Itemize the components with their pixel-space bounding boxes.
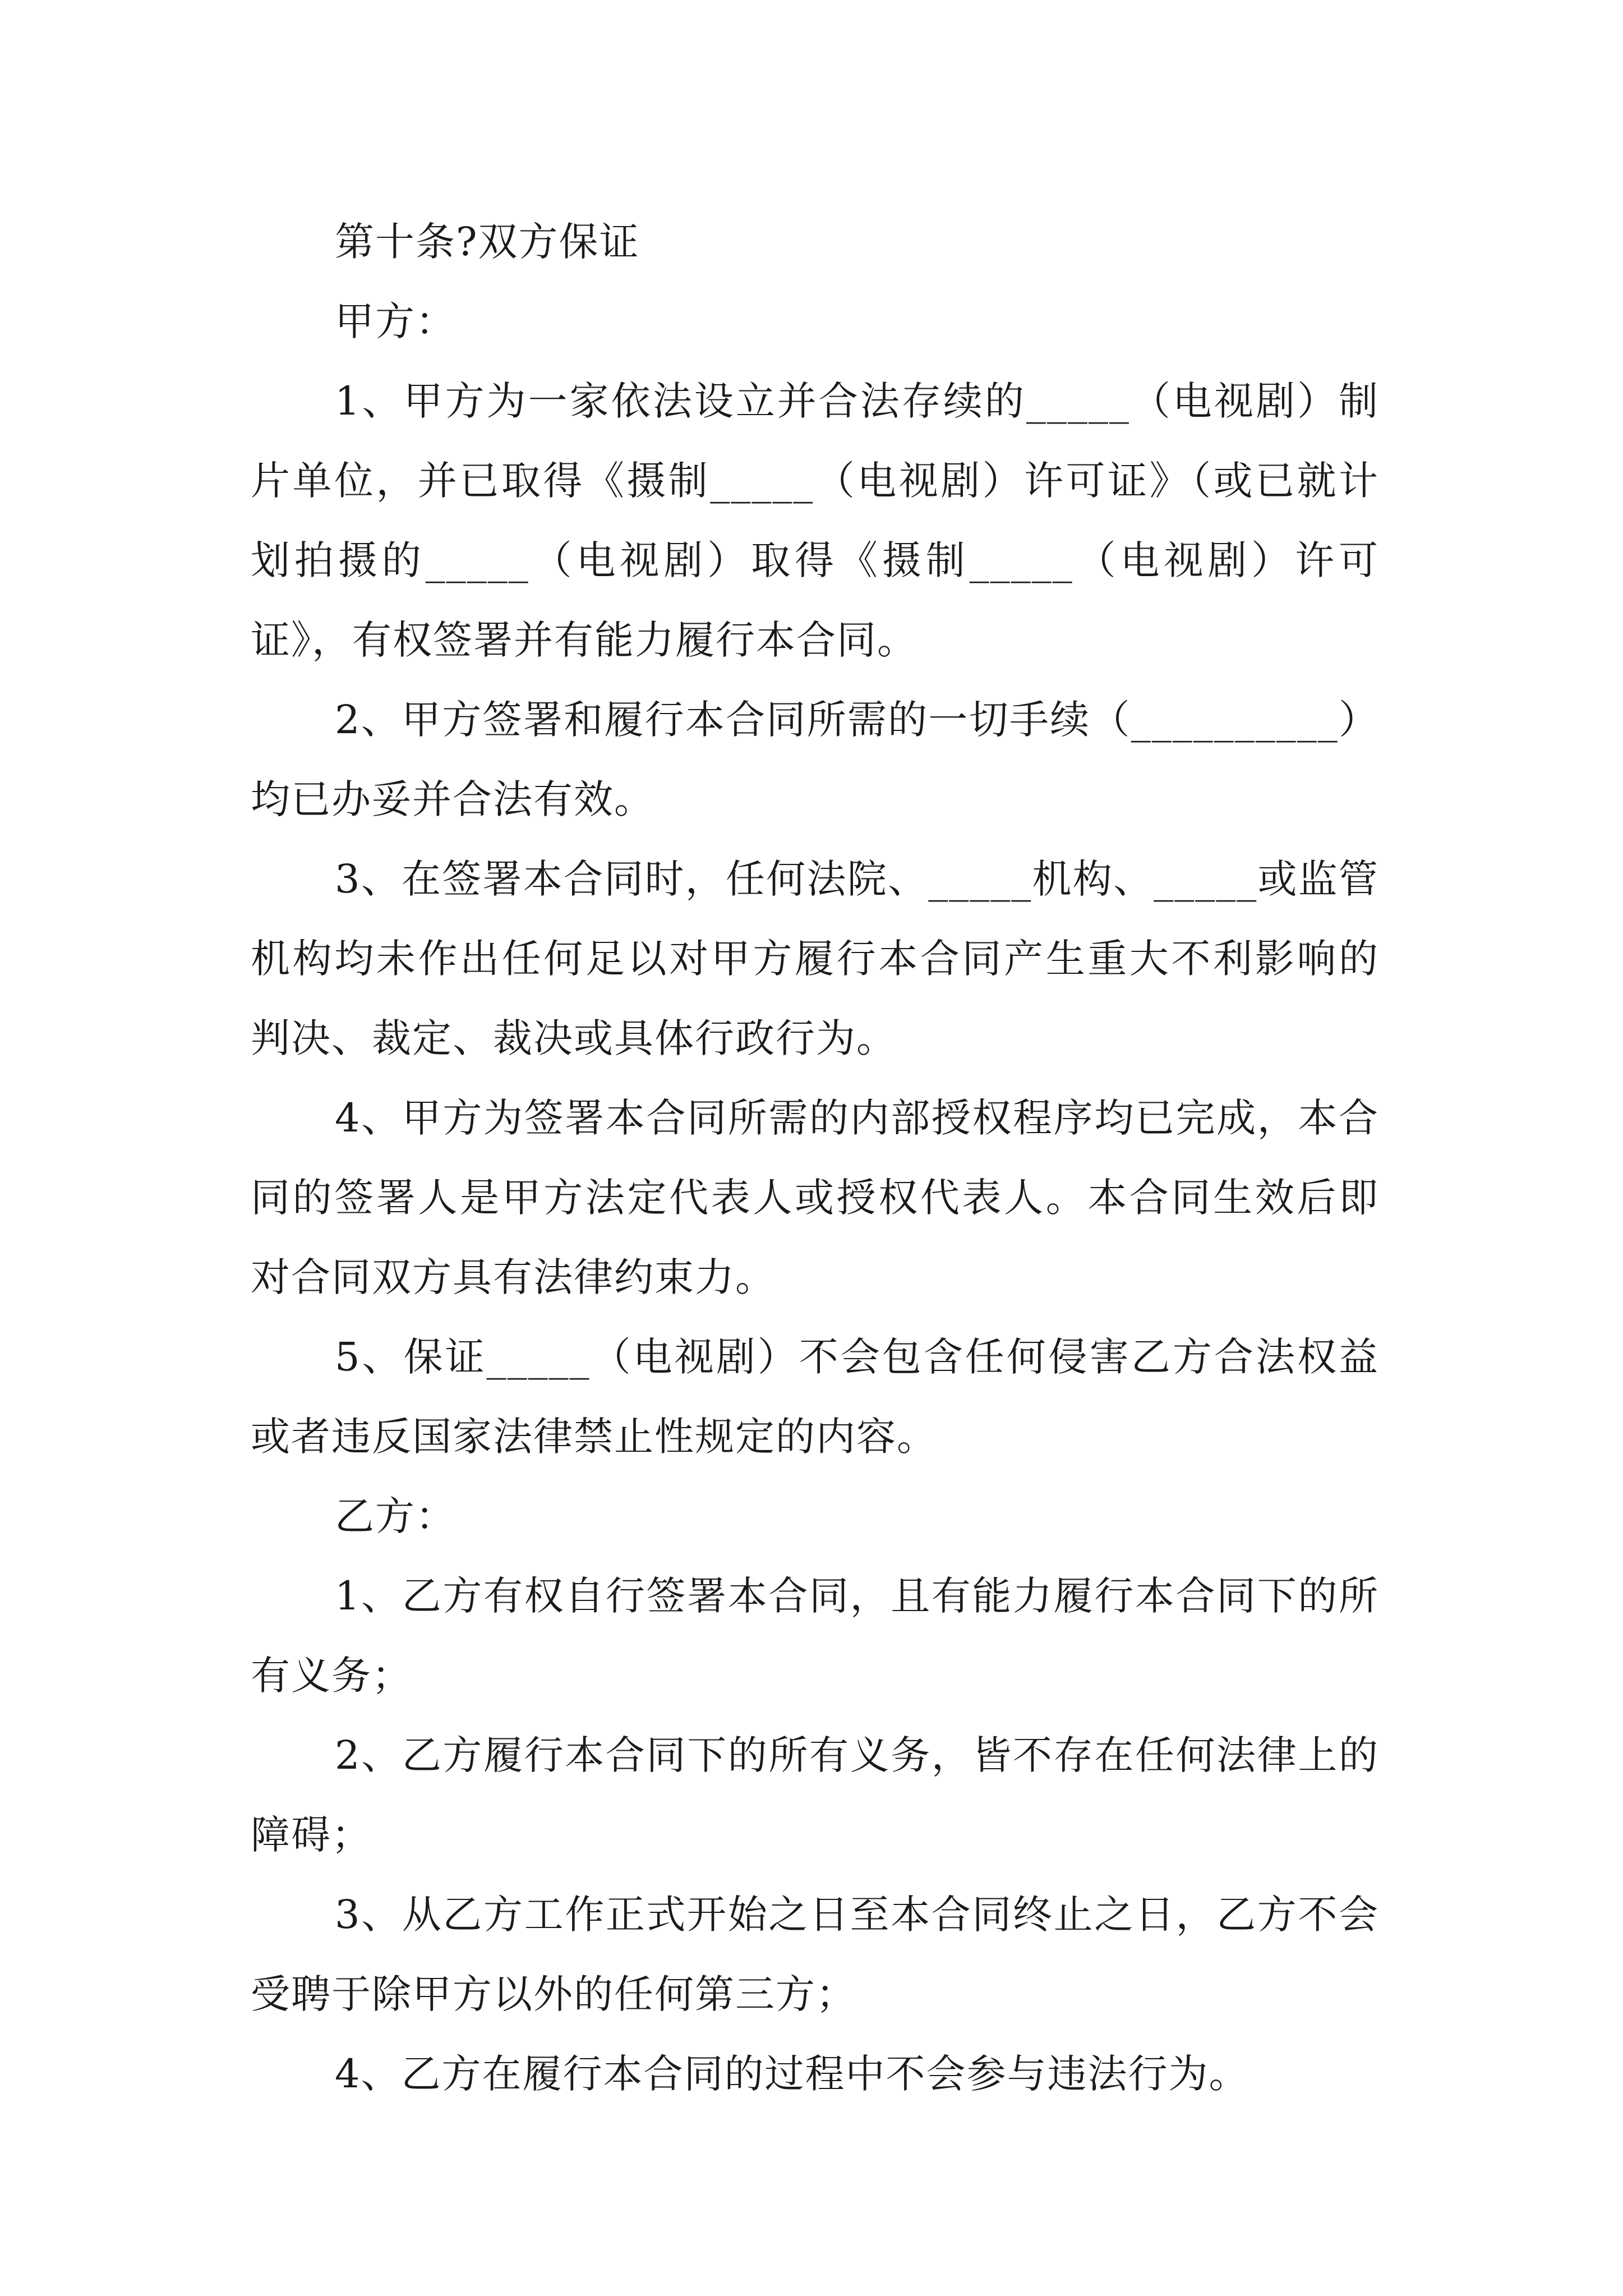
party-b-item-4: 4、乙方在履行本合同的过程中不会参与违法行为。 xyxy=(335,2051,1249,2097)
article-heading: 第十条?双方保证 xyxy=(335,219,640,265)
party-a-item-5: 5、保证_____（电视剧）不会包含任何侵害乙方合法权益或者违反国家法律禁止性规定的内容。 xyxy=(251,1334,1379,1460)
party-a-item-2: 2、甲方签署和履行本合同所需的一切手续（__________）均已办妥并合法有效。 xyxy=(251,697,1379,822)
party-b-label: 乙方： xyxy=(335,1493,456,1539)
document-body xyxy=(251,202,1379,2114)
party-a-item-4: 4、甲方为签署本合同所需的内部授权程序均已完成，本合同的签署人是甲方法定代表人或授权代表人。本合同生效后即对合同双方具有法律约束力。 xyxy=(251,1095,1379,1300)
party-a-item-1: 1、甲方为一家依法设立并合法存续的_____（电视剧）制片单位，并已取得《摄制_____（电视剧）许可证》（或已就计划拍摄的_____（电视剧）取得《摄制_____（电视剧）许可证》，有权签署并有能力履行本合同。 xyxy=(251,378,1379,663)
party-b-item-3: 3、从乙方工作正式开始之日至本合同终止之日，乙方不会受聘于除甲方以外的任何第三方； xyxy=(251,1892,1379,2017)
party-b-item-1: 1、乙方有权自行签署本合同，且有能力履行本合同下的所有义务； xyxy=(251,1573,1379,1699)
party-a-label: 甲方： xyxy=(335,298,456,344)
party-a-item-3: 3、在签署本合同时，任何法院、_____机构、_____或监管机构均未作出任何足以对甲方履行本合同产生重大不利影响的判决、裁定、裁决或具体行政行为。 xyxy=(251,856,1379,1061)
party-b-item-2: 2、乙方履行本合同下的所有义务，皆不存在任何法律上的障碍； xyxy=(251,1732,1379,1858)
